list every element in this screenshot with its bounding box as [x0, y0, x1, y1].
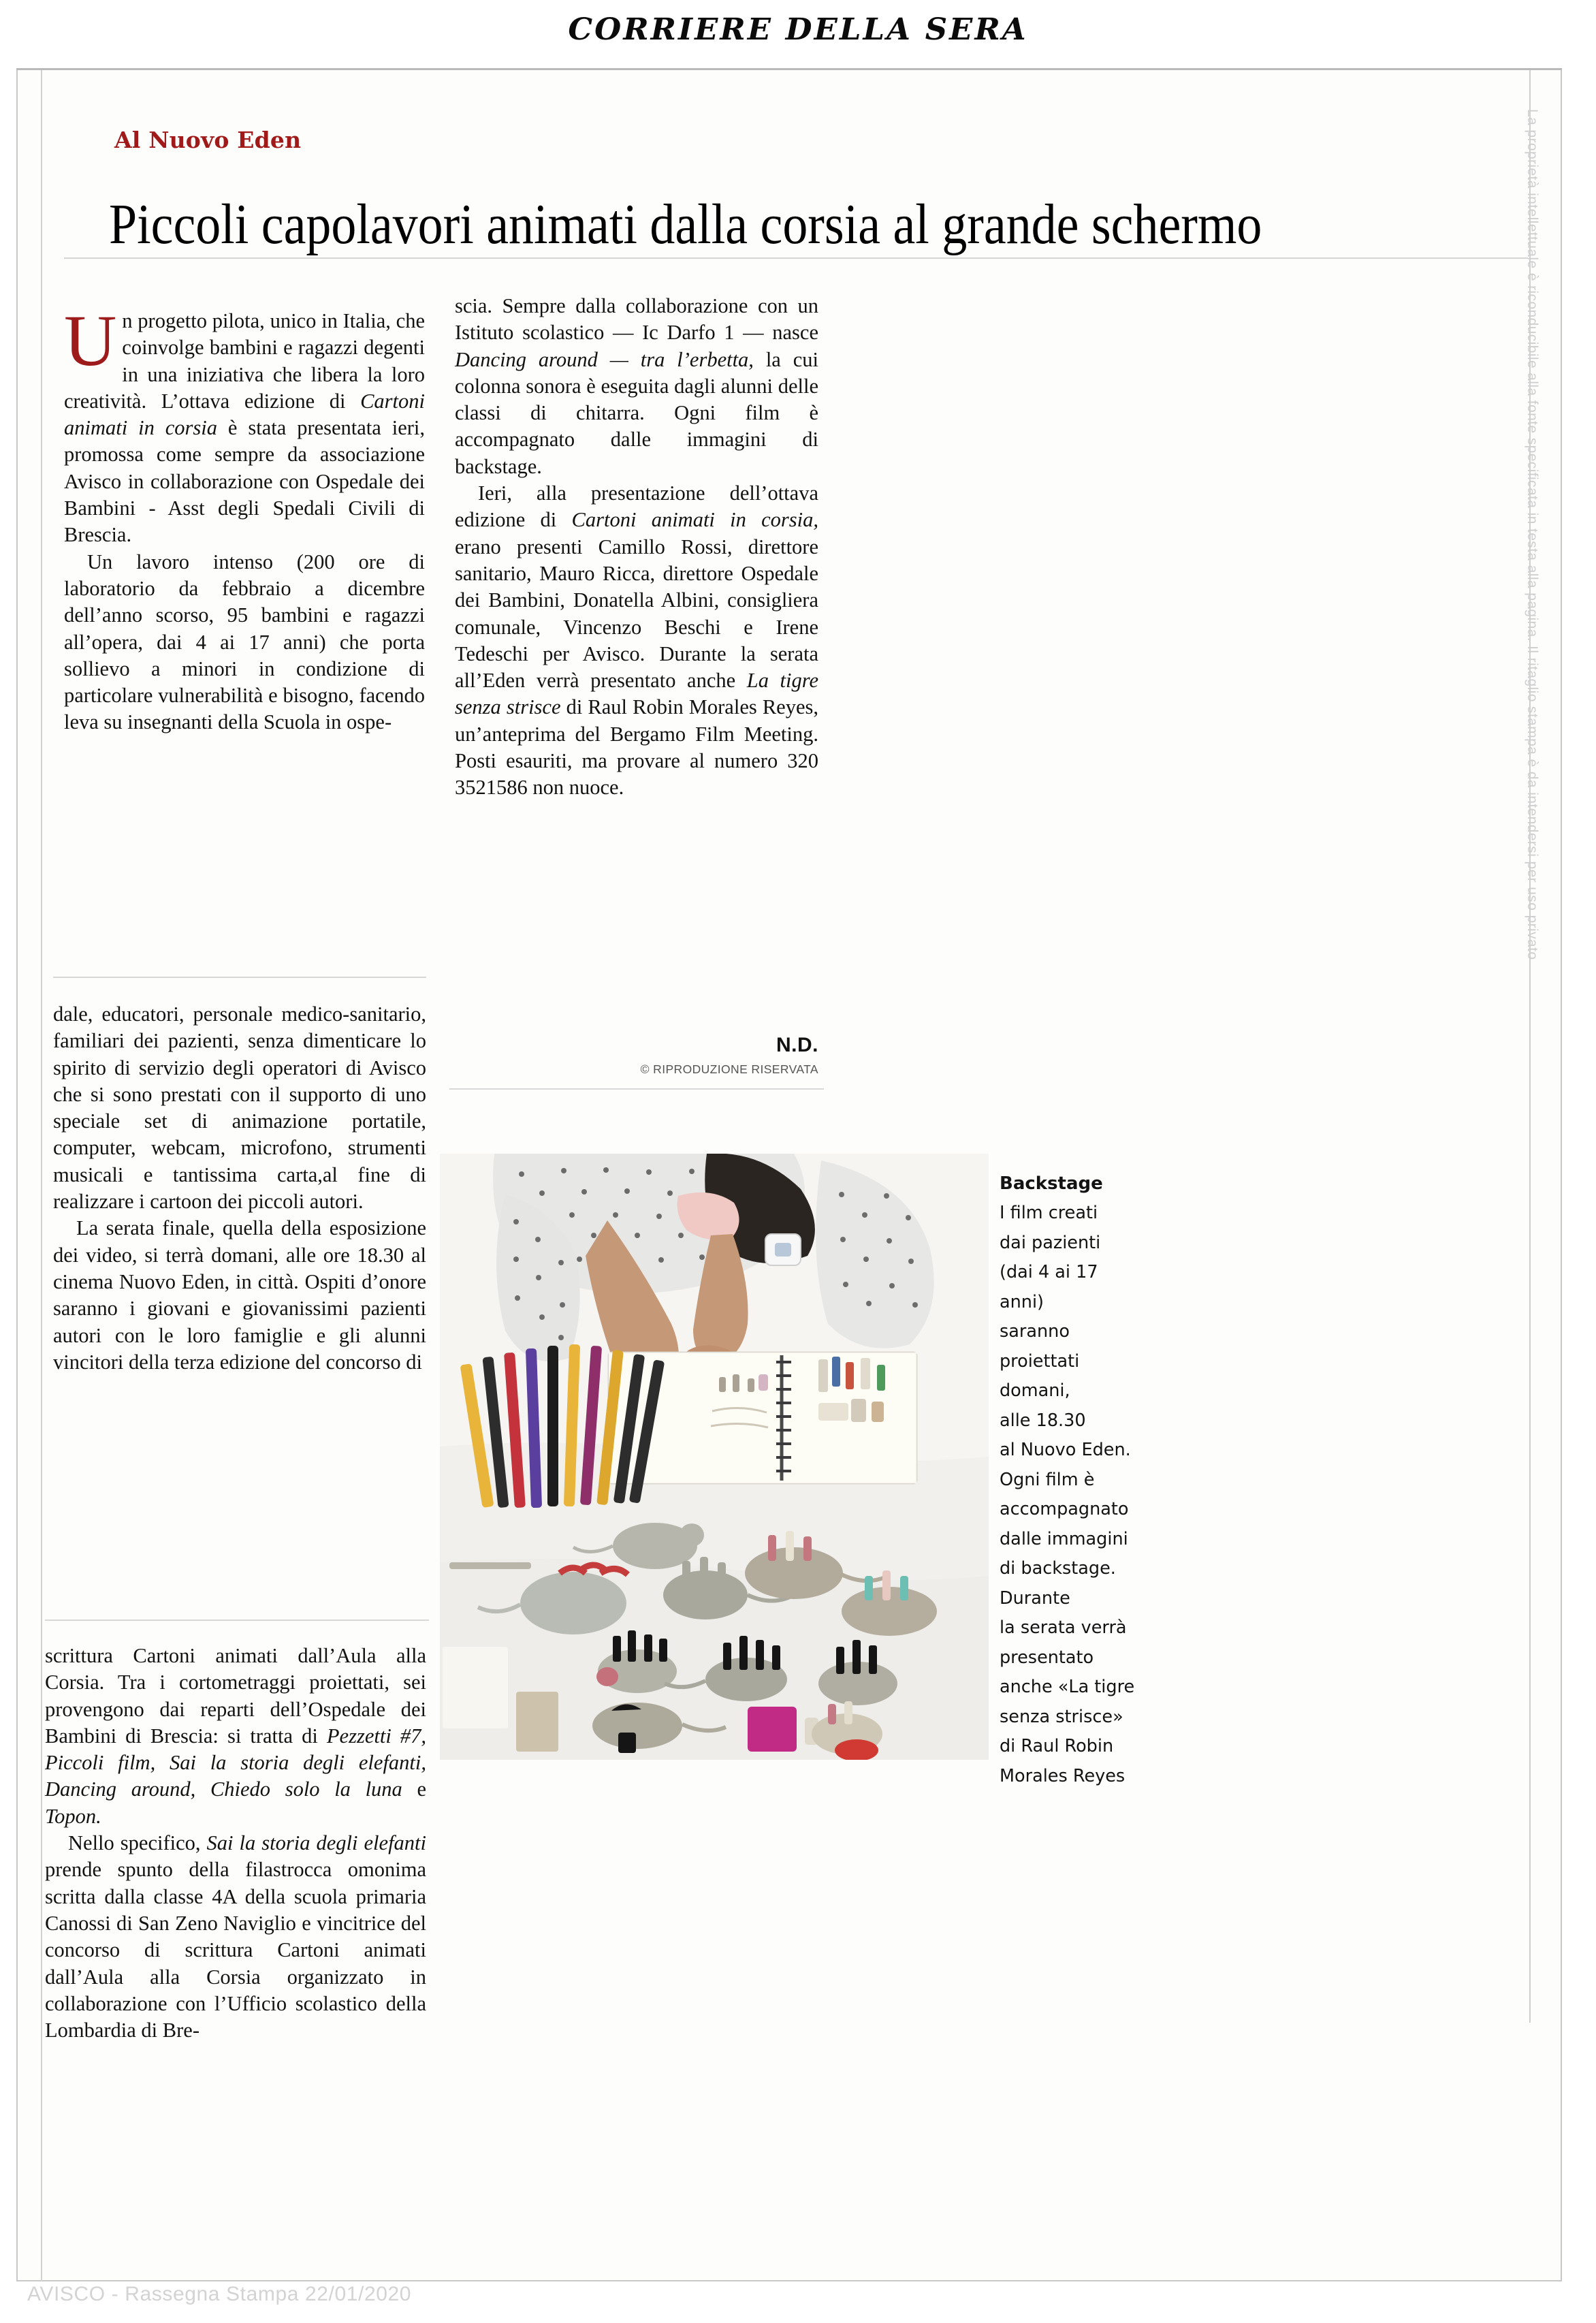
backstage-line: presentato [1000, 1647, 1094, 1668]
article-column-1-middle [53, 1001, 426, 1376]
paragraph-text: la cui colonna sonora è eseguita dagli alunni delle classi di chitarra. Ogni film è accompagnato dalle immagini di backstage. [455, 347, 818, 478]
backstage-line: Morales Reyes [1000, 1765, 1126, 1786]
article-column-1-top [64, 301, 426, 736]
article-byline: N.D. [776, 1034, 818, 1056]
paragraph [455, 480, 818, 802]
backstage-line: (dai 4 ai 17 [1000, 1262, 1098, 1282]
masthead-logo: CORRIERE DELLA SERA [568, 12, 1028, 47]
copyright-vertical-notice: La proprietà intellettuale è riconducibile alla fonte specificata in testa alla pagina. Il ritaglio stampa è da intendersi per uso privato [1525, 109, 1540, 960]
paragraph [455, 293, 818, 480]
backstage-line: saranno [1000, 1321, 1070, 1342]
backstage-line: di Raul Robin [1000, 1736, 1114, 1756]
page-footer: AVISCO - Rassegna Stampa 22/01/2020 [27, 2283, 412, 2305]
paragraph-text: è stata presentata ieri, promossa come sempre da associazione Avisco in collaborazione con Ospedale dei Bambini - Asst degli Spedali Civili di Brescia. [64, 416, 426, 547]
backstage-line: accompagnato [1000, 1499, 1129, 1519]
backstage-line: domani, [1000, 1380, 1070, 1401]
paragraph [53, 1001, 426, 1215]
paragraph-text: scia. Sempre dalla collaborazione con un Istituto scolastico — Ic Darfo 1 — nasce [455, 294, 818, 345]
backstage-line: anni) [1000, 1291, 1044, 1312]
paragraph [53, 1215, 426, 1376]
photo-illustration [440, 1154, 989, 1760]
paragraph-italic: Cartoni animati in corsia, [571, 508, 818, 532]
column-block-rule [45, 1619, 429, 1621]
paragraph-text: erano presenti Camillo Rossi, direttore sanitario, Mauro Ricca, direttore Ospedale dei Bambini, Donatella Albini, consigliera comunale, Vincenzo Beschi e Irene Tedeschi per Avisco. Durante la serata all’Eden verrà presentato anche [455, 535, 818, 693]
masthead-rule [16, 68, 1562, 70]
paragraph-italic: La tigre senza strisce [455, 669, 819, 719]
paragraph-text: Ieri, alla presentazione dell’ottava edizione di [455, 481, 818, 532]
backstage-line: la serata verrà [1000, 1617, 1127, 1638]
column-block-rule [449, 1088, 824, 1090]
backstage-line: anche «La tigre [1000, 1677, 1135, 1697]
paragraph-text: Nello specifico, [68, 1831, 207, 1855]
backstage-line: Ogni film è [1000, 1469, 1095, 1490]
article-column-1-bottom [45, 1643, 426, 2044]
paragraph [64, 549, 425, 736]
backstage-line: di backstage. [1000, 1558, 1116, 1579]
paragraph [64, 301, 426, 549]
article-kicker: Al Nuovo Eden [114, 127, 302, 153]
paragraph-italic: Cartoni animati in corsia [64, 389, 425, 440]
headline-rule [64, 257, 1528, 259]
backstage-line: proiettati [1000, 1350, 1080, 1372]
backstage-line: dai pazienti [1000, 1232, 1101, 1253]
backstage-line: dalle immagini [1000, 1528, 1128, 1549]
paragraph-text: La serata finale, quella della esposizione dei video, si terrà domani, alle ore 18.30 al cinema Nuovo Eden, in città. Ospiti d’onore saranno i giovani e giovanissimi pazienti autori con le loro famiglie e gli alunni vincitori della terza edizione del concorso di [53, 1216, 426, 1374]
backstage-line: Durante [1000, 1587, 1070, 1609]
article-photo [440, 1154, 989, 1760]
paragraph-text: dale, educatori, personale medico-sanitario, familiari dei pazienti, senza dimenticare lo spirito di servizio degli operatori di Avisco che si sono prestati con il supporto di uno speciale set di animazione portatile, computer, webcam, microfono, strumenti musicali e tantissima carta,al fine di realizzare i cartoon dei piccoli autori. [53, 1002, 426, 1214]
backstage-title: Backstage [1000, 1173, 1103, 1194]
drop-cap: U [64, 301, 117, 381]
paragraph-text: n progetto pilota, unico in Italia, che coinvolge bambini e ragazzi degenti in una iniziativa che libera la loro creatività. L’ottava edizione di [64, 309, 425, 413]
column-block-rule [53, 977, 426, 978]
paragraph [45, 1830, 426, 2044]
article-headline: Piccoli capolavori animati dalla corsia al grande schermo [109, 193, 1262, 257]
backstage-line: al Nuovo Eden. [1000, 1440, 1131, 1460]
paragraph-text: e [402, 1777, 427, 1801]
backstage-line: alle 18.30 [1000, 1410, 1086, 1431]
page-inner-rule-left [41, 68, 42, 2281]
article-column-2-top [455, 293, 818, 802]
paragraph-italic: Sai la storia degli elefanti [206, 1831, 426, 1855]
paragraph-text: prende spunto della filastrocca omonima scritta dalla classe 4A della scuola primaria Canossi di San Zeno Naviglio e vincitrice del concorso di scrittura Cartoni animati dall’Aula alla Corsia organizzato in collaborazione con l’Ufficio scolastico della Lombardia di Bre- [45, 1858, 426, 2042]
backstage-line: senza strisce» [1000, 1706, 1123, 1727]
backstage-sidebar [1000, 1169, 1183, 1791]
paragraph-text: scrittura Cartoni animati dall’Aula alla Corsia. Tra i cortometraggi proiettati, sei provengono dai reparti dell’Ospedale dei Bambini di Brescia: si tratta di [45, 1644, 426, 1748]
copyright-notice: © RIPRODUZIONE RISERVATA [640, 1062, 818, 1076]
paragraph-italic: Pezzetti #7, Piccoli film, Sai la storia degli elefanti, Dancing around, Chiedo solo la luna [45, 1724, 426, 1801]
paragraph-text: Un lavoro intenso (200 ore di laboratorio da febbraio a dicembre dell’anno scorso, 95 bambini e ragazzi all’opera, dai 4 ai 17 anni) che porta sollievo a minori in condizione di particolare vulnerabilità e bisogno, facendo leva su insegnanti della Scuola in ospe- [64, 550, 425, 734]
paragraph-italic: Dancing around — tra l’erbetta, [455, 347, 754, 371]
paragraph-text: di Raul Robin Morales Reyes, un’anteprima del Bergamo Film Meeting. Posti esauriti, ma provare al numero 320 3521586 non nuoce. [455, 695, 818, 800]
backstage-line: I film creati [1000, 1203, 1098, 1223]
paragraph-italic: Topon. [45, 1804, 101, 1828]
masthead [0, 12, 1596, 47]
paragraph [45, 1643, 426, 1830]
